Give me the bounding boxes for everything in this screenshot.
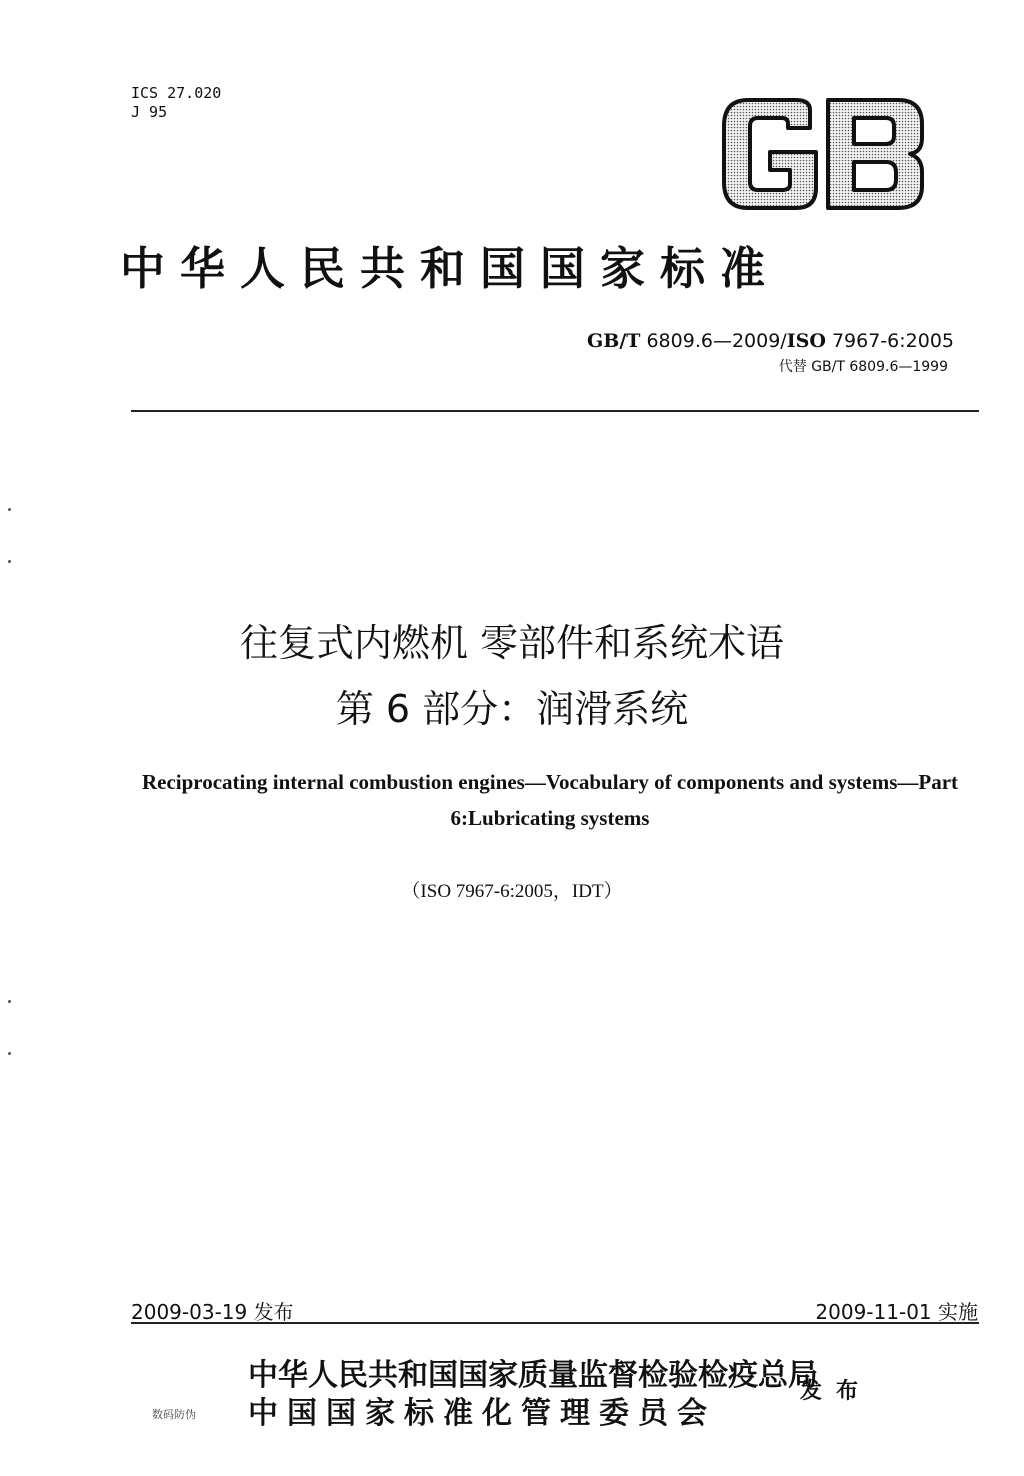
- effective-date: 2009-11-01 实施: [815, 1300, 978, 1324]
- ics-code: ICS 27.020: [131, 84, 222, 102]
- gb-logo: [718, 96, 928, 212]
- replaces-standard: 代替 GB/T 6809.6—1999: [778, 359, 948, 375]
- footer-divider: [131, 1322, 979, 1324]
- standard-prefix: GB/T: [587, 330, 641, 352]
- ics-classification: [131, 84, 221, 122]
- issuer-aqsiq: 中华人民共和国国家质量监督检验检疫总局: [248, 1358, 818, 1393]
- scan-mark: [8, 560, 11, 563]
- standard-main-number: 6809.6—2009/: [646, 330, 787, 352]
- chinese-title-line1: 往复式内燃机 零部件和系统术语: [239, 621, 785, 665]
- scan-mark: [8, 1052, 11, 1055]
- iso-prefix: ISO: [786, 330, 826, 352]
- issuer-sac: 中国国家标准化管理委员会: [248, 1396, 716, 1431]
- issue-date: 2009-03-19 发布: [131, 1300, 294, 1324]
- national-standard-title: 中华人民共和国国家标准: [120, 242, 781, 295]
- english-title: Reciprocating internal combustion engines—Vocabulary of components and systems—Part 6:Lubricating systems: [141, 770, 959, 830]
- chinese-title-line2: 第 6 部分：润滑系统: [335, 687, 689, 731]
- adoption-note: （ISO 7967-6:2005，IDT）: [401, 881, 623, 902]
- ccs-code: J 95: [131, 103, 168, 121]
- scan-mark: [8, 508, 11, 511]
- iso-number: 7967-6:2005: [831, 330, 954, 352]
- scan-mark: [8, 1000, 11, 1003]
- standard-number: [587, 330, 954, 352]
- header-divider: [131, 410, 979, 412]
- stamp-label: 数码防伪: [152, 1408, 196, 1421]
- anti-counterfeit-stamp: [152, 1406, 196, 1422]
- publish-label: 发布: [800, 1378, 873, 1404]
